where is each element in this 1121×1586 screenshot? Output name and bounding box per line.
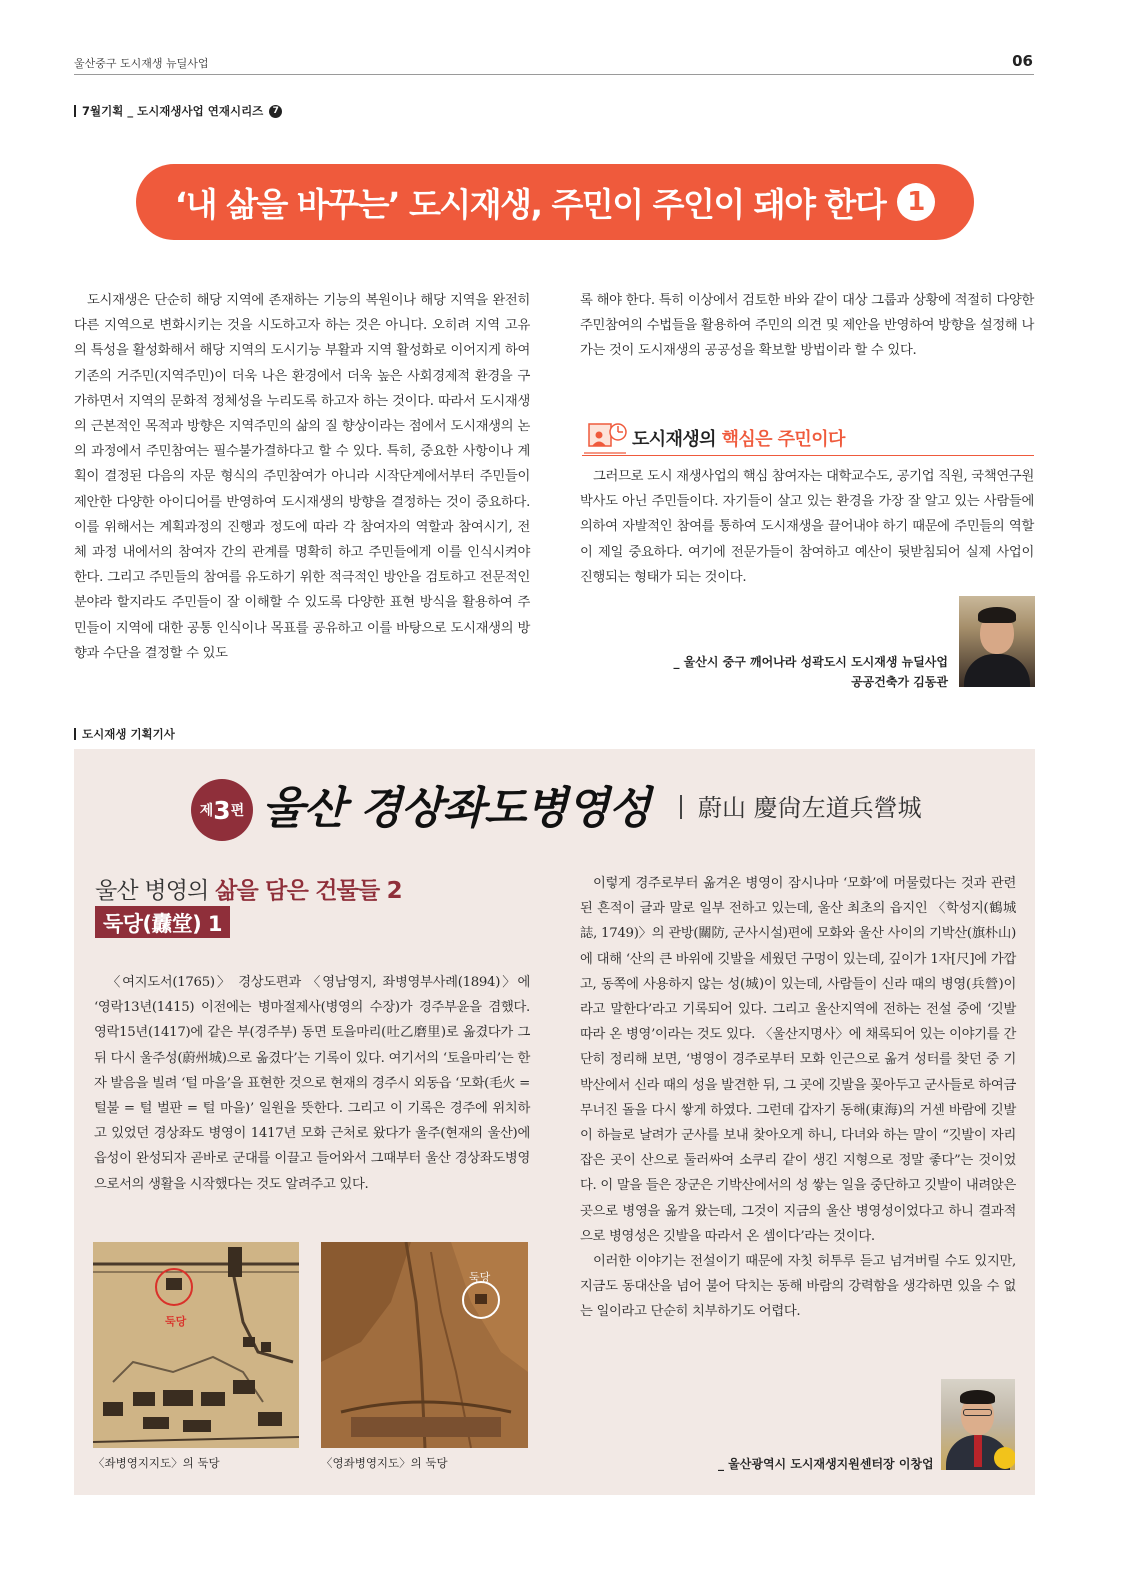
photo2-glasses [963, 1409, 992, 1416]
feature-author: _ 울산광역시 도시재생지원센터장 이창업 [718, 1457, 934, 1471]
meeting-icon [582, 421, 628, 455]
subheading-prefix: 도시재생의 [632, 429, 722, 450]
header-divider [74, 74, 1034, 75]
photo2-flower [994, 1447, 1015, 1469]
banner-title: ‘내 삶을 바꾸는’ 도시재생, 주민이 주인이 돼야 한다 [174, 184, 886, 224]
map-yeongjwabyeongyeong [321, 1242, 528, 1448]
title-separator [680, 795, 682, 819]
article1-left-column [74, 288, 530, 666]
author1-affiliation: _ 울산시 중구 깨어나라 성곽도시 도시재생 뉴딜사업 [673, 655, 948, 669]
article1-right-paragraph-top: 록 해야 한다. 특히 이상에서 검토한 바와 같이 대상 그룹과 상황에 적절히 다양한 주민참여의 수법들을 활용하여 주민의 의견 및 제안을 반영하여 방향을 설정해 나가는 것이 도시재생의 공공성을 확보할 방법이라 할 수 있다. [580, 293, 1034, 359]
subheading-text [632, 425, 845, 451]
map1-caption: 〈좌병영지지도〉의 둑당 [93, 1456, 220, 1470]
subheading-underline [582, 455, 1034, 456]
photo2-hair [960, 1390, 995, 1404]
article1-right-paragraph-bottom: 그러므로 도시 재생사업의 핵심 참여자는 대학교수도, 공기업 직원, 국책연구원 박사도 아닌 주민들이다. 자기들이 살고 있는 환경을 가장 잘 알고 있는 사람들에 의하여 자발적인 참여를 통하여 도시재생을 끌어내야 하기 때문에 주민들의 역할이 제일 중요하다. 여기에 전문가들이 참여하고 예산이 뒷받침되어 실제 사업이 진행되는 형태가 되는 것이다. [580, 469, 1034, 585]
episode-prefix: 제 [199, 803, 214, 819]
map2-caption: 〈영좌병영지도〉의 둑당 [321, 1456, 448, 1470]
article1-author [673, 652, 948, 692]
map2-label: 둑당 [469, 1271, 491, 1284]
publication-title: 울산중구 도시재생 뉴딜사업 [74, 57, 209, 70]
article1-right-column-bottom [580, 464, 1034, 590]
banner-number: 1 [897, 183, 935, 221]
feature-title: 울산 경상좌도병영성 [262, 783, 650, 834]
page-number: 06 [1012, 52, 1033, 70]
feature-subheading: 둑당(纛堂) 1 [95, 906, 230, 938]
article1-right-column-top [580, 288, 1034, 364]
episode-number: 3 [213, 795, 231, 825]
section-label-series [74, 103, 282, 119]
feature-left-column [94, 970, 530, 1197]
feature-title-hanja: 蔚山 慶尙左道兵營城 [698, 794, 922, 822]
author2-photo [941, 1379, 1015, 1470]
author1-name: 공공건축가 김동관 [851, 675, 948, 689]
article1-left-paragraph: 도시재생은 단순히 해당 지역에 존재하는 기능의 복원이나 해당 지역을 완전히 다른 지역으로 변화시키는 것을 시도하고자 하는 것은 아니다. 오히려 지역 고유의 특성을 활성화해서 해당 지역의 도시기능 부활과 지역 활성화로 이어지게 하여 기존의 거주민(지역주민)이 더욱 나은 환경에서 더욱 높은 사회경제적 환경을 구가하면서 지역의 문화적 정체성을 누리도록 하고자 하는 것이다. 따라서 도시재생의 근본적인 목적과 방향은 지역주민의 삶의 질 향상이라는 점에서 도시재생의 논의 과정에서 주민참여는 필수불가결하다고 할 수 있다. 특히, 중요한 사항이나 계획이 결정된 다음의 자문 형식의 주민참여가 아니라 시작단계에서부터 주민들이 제안한 다양한 아이디어를 반영하여 도시재생의 방향을 결정하는 것이 중요하다. 이를 위해서는 계획과정의 진행과 정도에 따라 각 참여자의 역할과 참여시기, 전체 과정 내에서의 참여자 간의 관계를 명확히 하고 주민들에게 이를 인식시켜야 한다. 그리고 주민들의 참여를 유도하기 위한 적극적인 방안을 검토하고 전문적인 분야라 할지라도 주민들이 잘 이해할 수 있도록 다양한 표현 방식을 활용하여 주민들이 지역에 대한 공통 인식이나 목표를 공유하고 이를 바탕으로 도시재생의 방향과 수단을 결정할 수 있도 [74, 293, 530, 661]
feature-left-paragraph: 〈여지도서(1765)〉 경상도편과 〈영남영지, 좌병영부사례(1894)〉에 ‘영락13년(1415) 이전에는 병마절제사(병영의 수장)가 경주부윤을 겸했다. 영락15년(1417)에 같은 부(경주부) 동면 토을마리(吐乙磨里)로 옮겼다가 그 뒤 다시 울주성(蔚州城)으로 옮겼다’는 기록이 있다. 여기서의 ‘토을마리’는 한자 발음을 빌려 ‘털 마을’을 표현한 것으로 현재의 경주시 외동읍 ‘모화(毛火 = 털불 = 털 벌판 = 털 마을)’ 일원을 뜻한다. 그리고 이 기록은 경주에 위치하고 있었던 경상좌도 병영이 1417년 모화 근처로 왔다가 울주(현재의 울산)에 읍성이 완성되자 곧바로 군대를 이끌고 들어와서 그때부터 울산 경상좌도병영으로서의 생활을 시작했다는 것도 알려주고 있다. [94, 975, 530, 1192]
photo1-hair [978, 607, 1016, 623]
article1-subheading [582, 420, 1034, 456]
feature-heading-accent: 삶을 담은 건물들 2 [215, 878, 402, 904]
feature-right-column [580, 871, 1016, 1325]
map1-label: 둑당 [165, 1315, 187, 1328]
author1-photo [959, 596, 1035, 687]
photo1-body [964, 654, 1030, 687]
episode-badge [191, 779, 253, 841]
section-bar [74, 105, 76, 117]
article-banner [136, 164, 974, 240]
map-jwabyeongyeong [93, 1242, 299, 1448]
feature-heading-prefix: 울산 병영의 [95, 878, 216, 904]
section-bar [74, 728, 76, 740]
feature-heading [95, 872, 402, 905]
feature-right-paragraph-1: 이렇게 경주로부터 옮겨온 병영이 잠시나마 ‘모화’에 머물렀다는 것과 관련된 흔적이 글과 말로 일부 전하고 있는데, 울산 최초의 읍지인 〈학성지(鶴城誌, 1749)〉의 관방(關防, 군사시설)편에 모화와 울산 사이의 기박산(旗朴山)에 대해 ‘산의 큰 바위에 깃발을 세웠던 구멍이 있는데, 깊이가 1자[尺]에 가깝고, 동쪽에 사용하지 않는 성(城)이 있는데, 사람들이 신라 때의 병영(兵營)이라고 말한다’라고 기록되어 있다. 그리고 울산지역에 전하는 전설 중에 ‘깃발 따라 온 병영’이라는 것도 있다. 〈울산지명사〉에 채록되어 있는 이야기를 간단히 정리해 보면, ‘병영이 경주로부터 모화 인근으로 옮겨 성터를 찾던 중 기박산에서 신라 때의 성을 발견한 뒤, 그 곳에 깃발을 꽂아두고 군사들로 하여금 무너진 돌을 다시 쌓게 하였다. 그런데 갑자기 동해(東海)의 거센 바람에 깃발이 하늘로 날려가 군사를 보내 찾아오게 하니, 다녀와 하는 말이 “깃발이 자리 잡은 곳이 산으로 둘러싸여 소쿠리 같이 생긴 지형으로 정말 좋다”는 것이었다. 이 말을 들은 장군은 기박산에서의 성 쌓는 일을 중단하고 깃발이 내려앉은 곳으로 병영을 옮겨 왔는데, 그것이 지금의 울산 병영성이었다고 하니 결과적으로 병영성은 깃발을 따라서 온 셈이다’라는 것이다. [580, 876, 1017, 1244]
feature-right-paragraph-2: 이러한 이야기는 전설이기 때문에 자칫 허투루 듣고 넘겨버릴 수도 있지만, 지금도 동대산을 넘어 불어 닥치는 동해 바람의 강력함을 생각하면 있을 수 없는 일이라고 단순히 치부하기도 어렵다. [580, 1254, 1016, 1320]
photo2-tie [974, 1435, 982, 1467]
section2-label-text: 도시재생 기획기사 [82, 727, 175, 741]
subheading-accent: 핵심은 주민이다 [721, 429, 845, 450]
section-label-text: 7월기획 _ 도시재생사업 연재시리즈 [82, 104, 264, 118]
section-label-feature [74, 726, 175, 742]
series-number-badge: 7 [269, 105, 282, 118]
episode-suffix: 편 [230, 803, 245, 819]
